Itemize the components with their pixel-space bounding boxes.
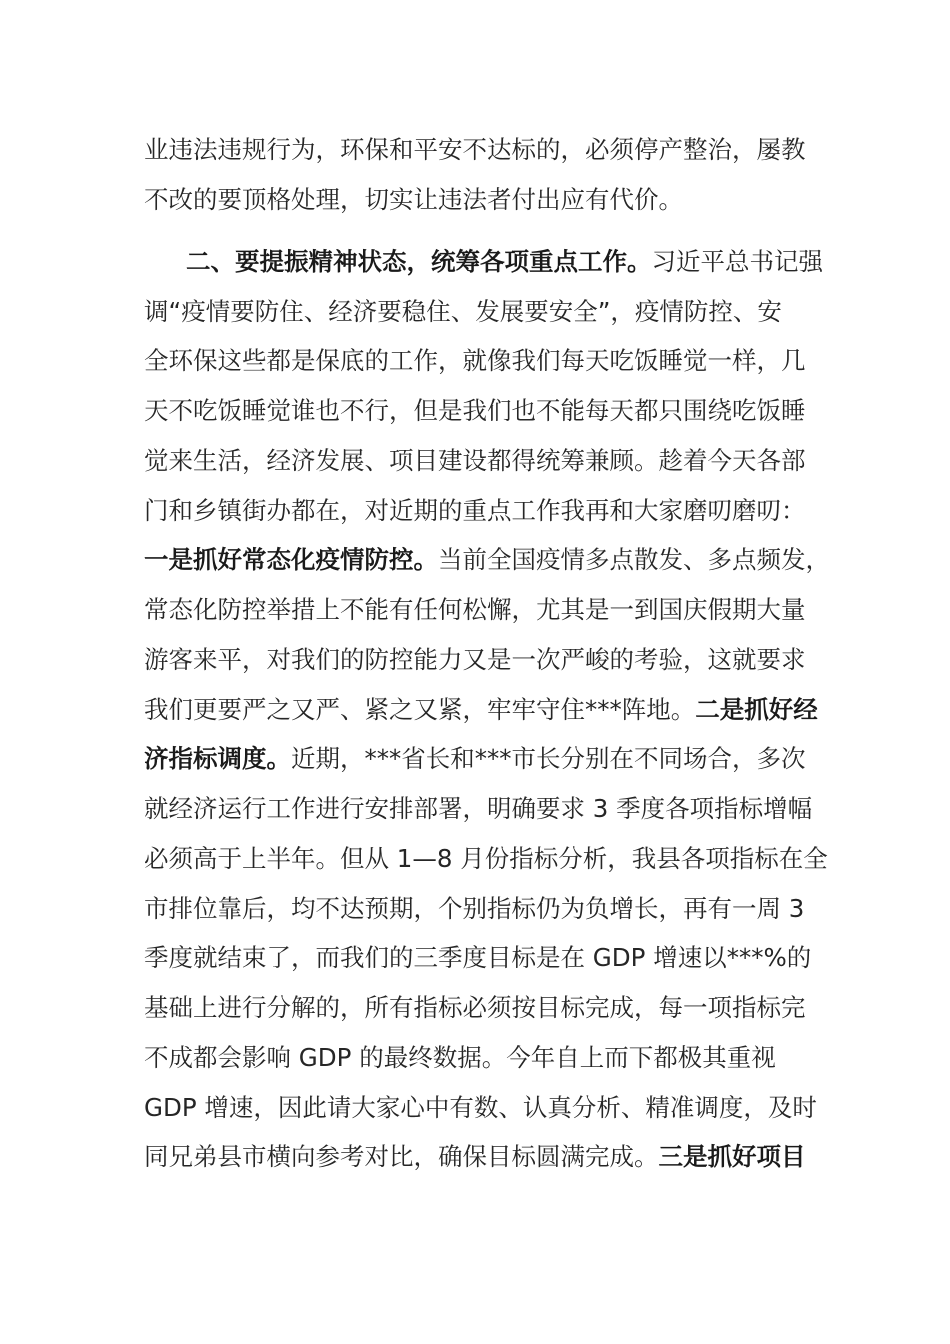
text-line	[144, 590, 824, 630]
text-line	[144, 889, 824, 929]
text-run: 不成都会影响 GDP 的最终数据。今年自上而下都极其重视	[144, 1043, 776, 1072]
text-run: 同兄弟县市横向参考对比，确保目标圆满完成。	[144, 1142, 659, 1171]
text-run: 当前全国疫情多点散发、多点频发，	[438, 545, 830, 574]
text-line	[144, 341, 824, 381]
text-run: GDP 增速，因此请大家心中有数、认真分析、精准调度，及时	[144, 1093, 817, 1122]
text-line	[144, 789, 824, 829]
text-run: 业违法违规行为，环保和平安不达标的，必须停产整治，屡教	[144, 135, 806, 164]
text-line	[144, 292, 824, 332]
text-run: 习近平总书记强	[651, 247, 823, 276]
text-line	[144, 988, 824, 1028]
text-run: 不改的要顶格处理，切实让违法者付出应有代价。	[144, 185, 683, 214]
text-run: 觉来生活，经济发展、项目建设都得统筹兼顾。趁着今天各部	[144, 446, 806, 475]
text-run: 我们更要严之又严、紧之又紧，牢牢守住***阵地。	[144, 695, 696, 724]
text-line	[186, 242, 866, 282]
text-line	[144, 391, 824, 431]
text-run: 必须高于上半年。但从 1—8 月份指标分析，我县各项指标在全	[144, 844, 828, 873]
text-line	[144, 839, 828, 879]
text-line	[144, 441, 824, 481]
text-run: 基础上进行分解的，所有指标必须按目标完成，每一项指标完	[144, 993, 806, 1022]
text-line	[144, 739, 824, 779]
text-line	[144, 491, 824, 531]
section-heading: 二、要提振精神状态，统筹各项重点工作。	[186, 247, 652, 276]
text-run: 全环保这些都是保底的工作，就像我们每天吃饭睡觉一样，几	[144, 346, 806, 375]
text-run: 游客来平，对我们的防控能力又是一次严峻的考验，这就要求	[144, 645, 806, 674]
text-line	[144, 938, 824, 978]
point-title: 济指标调度。	[144, 744, 291, 773]
text-line	[144, 130, 824, 170]
point-title: 三是抓好项目	[658, 1142, 806, 1171]
text-line	[144, 180, 824, 220]
text-run: 季度就结束了，而我们的三季度目标是在 GDP 增速以***%的	[144, 943, 812, 972]
text-run: 常态化防控举措上不能有任何松懈，尤其是一到国庆假期大量	[144, 595, 806, 624]
text-run: 市排位靠后，均不达预期，个别指标仍为负增长，再有一周 3	[144, 894, 805, 923]
text-run: 近期，***省长和***市长分别在不同场合，多次	[291, 744, 806, 773]
text-line	[144, 1088, 824, 1128]
text-run: 调“疫情要防住、经济要稳住、发展要安全”，疫情防控、安	[144, 297, 782, 326]
point-title: 一是抓好常态化疫情防控。	[144, 545, 438, 574]
text-line	[144, 640, 824, 680]
text-line	[144, 540, 830, 580]
point-title: 二是抓好经	[695, 695, 818, 724]
text-line	[144, 1038, 824, 1078]
text-run: 门和乡镇街办都在，对近期的重点工作我再和大家磨叨磨叨：	[144, 496, 806, 525]
text-run: 就经济运行工作进行安排部署，明确要求 3 季度各项指标增幅	[144, 794, 813, 823]
text-run: 天不吃饭睡觉谁也不行，但是我们也不能每天都只围绕吃饭睡	[144, 396, 806, 425]
text-line	[144, 1137, 824, 1177]
text-line	[144, 690, 824, 730]
